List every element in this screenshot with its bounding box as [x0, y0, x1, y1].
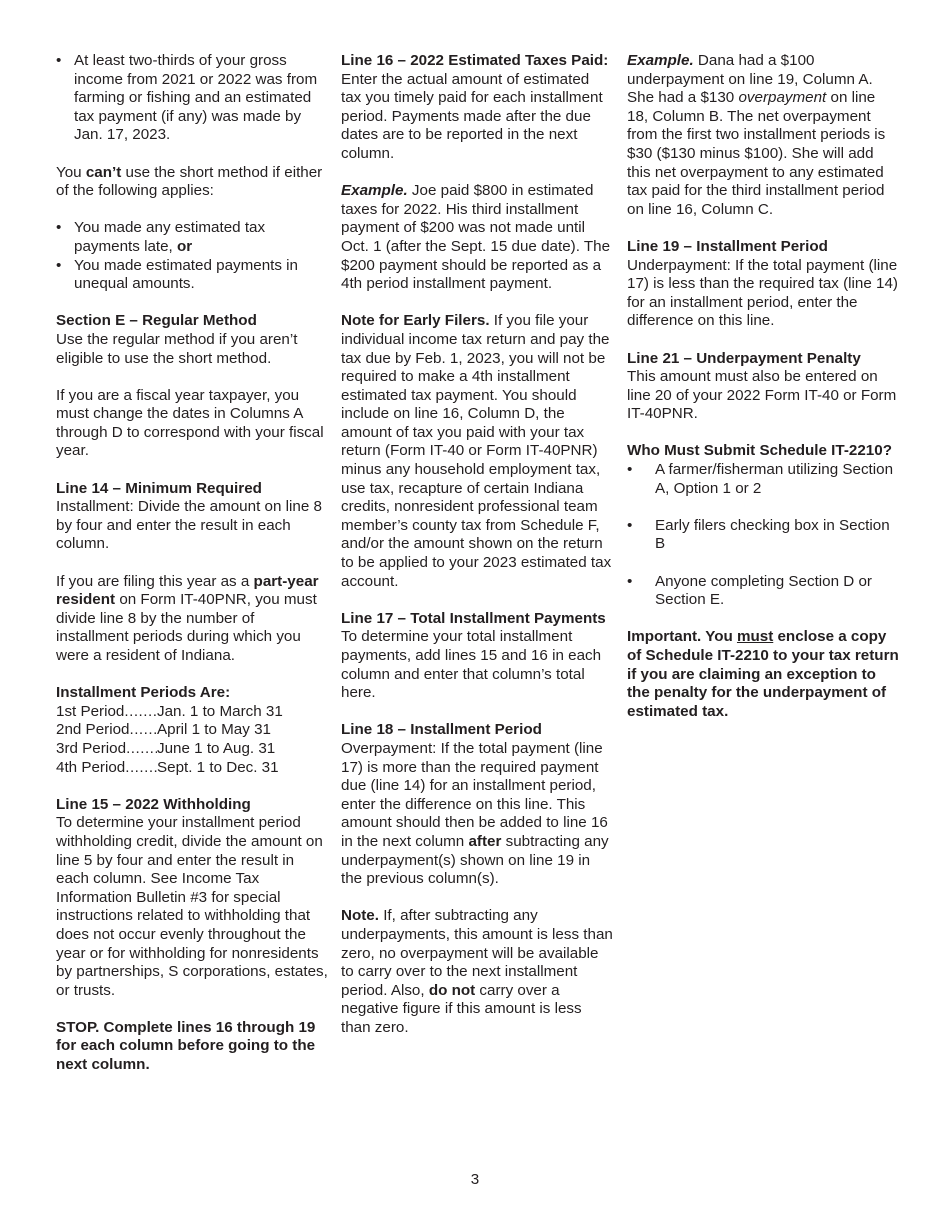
column-3 — [627, 52, 899, 740]
part-year-paragraph: If you are filing this year as a part-year resident on Form IT-40PNR, you must divide line 8 by the number of installment periods during which you were a resident of Indiana. — [56, 572, 319, 664]
page-number: 3 — [470, 1171, 480, 1188]
installment-periods — [56, 684, 328, 777]
important-notice: Important. You must enclose a copy of Schedule IT-2210 to your tax return if you are claiming an exception to the penalty for the underpayment of estimated tax. — [627, 628, 899, 720]
line-15-heading: Line 15 – 2022 Withholding — [56, 795, 251, 813]
line-14 — [56, 480, 328, 554]
line-16: Line 16 – 2022 Estimated Taxes Paid: Enter the actual amount of estimated tax you timely paid for each installment period. Payments made after the due dates are to be reported in the next column. — [341, 52, 609, 162]
section-e — [56, 312, 328, 368]
line-21-heading: Line 21 – Underpayment Penalty — [627, 349, 861, 367]
farming-bullet: • At least two-thirds of your gross income from 2021 or 2022 was from farming or fishing and an estimated tax payment (if any) was made by Jan. 17, 2023. — [56, 52, 328, 145]
line-18-heading: Line 18 – Installment Period — [341, 721, 542, 739]
period-row: 2nd Period ..... April 1 to May 31 — [56, 721, 328, 740]
line-17 — [341, 610, 613, 703]
line-16-heading: Line 16 – 2022 Estimated Taxes Paid: — [341, 52, 609, 69]
joe-example: Example. Joe paid $800 in estimated taxes for 2022. His third installment payment of $200 was not made until Oct. 1 (after the Sept. 15 due date). The $200 payment should be reported as a 4th period installment payment. — [341, 182, 611, 293]
period-row: 3rd Period ..... June 1 to Aug. 31 — [56, 740, 328, 759]
period-row: 4th Period ..... Sept. 1 to Dec. 31 — [56, 759, 328, 778]
line-15 — [56, 796, 328, 1001]
installment-periods-heading: Installment Periods Are: — [56, 684, 231, 702]
line-14-heading: Line 14 – Minimum Required — [56, 479, 262, 497]
stop-notice: STOP. Complete lines 16 through 19 for each column before going to the next column. — [56, 1018, 316, 1074]
list-item: • Early filers checking box in Section B — [627, 517, 899, 554]
negative-note: Note. If, after subtracting any underpayments, this amount is less than zero, no overpayment will be available to carry over to the next installment period. Also, do not carry over a negative figure if this amount is less than zero. — [341, 907, 613, 1036]
who-must-submit-heading: Who Must Submit Schedule IT-2210? — [627, 442, 892, 460]
example-label: Example. — [627, 52, 694, 69]
example-label: Example. — [341, 182, 408, 200]
cant-use-conditions — [56, 219, 328, 293]
early-filers-note: Note for Early Filers. If you file your individual income tax return and pay the tax due by Feb. 1, 2023, you will not be required to make a 4th installment estimated tax payment. You should include on line 16, Column D, the amount of tax you paid with your tax return (Form IT-40 or Form IT-40PNR) minus any household employment tax, use tax, recapture of certain Indiana credits, nonresident professional team member’s county tax from Schedule F, and/or the amount shown on the return to be applied to your 2023 estimated tax account. — [341, 312, 612, 590]
section-e-text: Use the regular method if you aren’t eligible to use the short method. — [56, 330, 298, 367]
line-17-text: To determine your total installment payments, add lines 15 and 16 in each column and enter that column’s total here. — [341, 628, 602, 702]
who-must-submit-list — [627, 461, 899, 610]
line-19-heading: Line 19 – Installment Period — [627, 237, 828, 255]
line-19 — [627, 238, 899, 331]
line-15-text: To determine your installment period withholding credit, divide the amount on line 5 by four and enter the result in each column. See Income Tax Information Bulletin #3 for special instructions related to withholding that does not occur evenly throughout the year or for withholding for nonresidents by partnerships, S corporations, estates, or trusts. — [56, 814, 328, 999]
line-19-text: Underpayment: If the total payment (line 17) is less than the required tax (line 14) for an installment period, enter the difference on this line. — [627, 256, 898, 330]
early-filers-label: Note for Early Filers. — [341, 312, 490, 330]
note-label: Note. — [341, 907, 379, 925]
column-1 — [56, 52, 328, 1093]
farming-bullet-list — [56, 52, 328, 145]
column-2 — [341, 52, 613, 1056]
line-21-text: This amount must also be entered on line 20 of your 2022 Form IT-40 or Form IT-40PNR. — [627, 368, 897, 423]
line-14-text: Installment: Divide the amount on line 8 by four and enter the result in each column. — [56, 498, 322, 553]
who-must-submit — [627, 442, 899, 609]
list-item: • A farmer/fisherman utilizing Section A, Option 1 or 2 — [627, 461, 899, 498]
section-e-heading: Section E – Regular Method — [56, 312, 257, 330]
line-21 — [627, 350, 899, 424]
line-18: Line 18 – Installment Period Overpayment: If the total payment (line 17) is more than the required payment due (line 14) for an installment period, enter the difference on this line. This amount should then be added to line 16 in the next column after subtracting any underpayment(s) shown on line 19 in the previous column(s). — [341, 721, 613, 888]
list-item: • Anyone completing Section D or Section E. — [627, 573, 899, 610]
late-payments-bullet: • You made any estimated tax payments late, or — [56, 219, 328, 256]
fiscal-year-paragraph: If you are a fiscal year taxpayer, you must change the dates in Columns A through D to correspond with your fiscal year. — [56, 386, 324, 460]
line-17-heading: Line 17 – Total Installment Payments — [341, 609, 606, 627]
period-row: 1st Period ..... Jan. 1 to March 31 — [56, 703, 328, 722]
unequal-payments-bullet: • You made estimated payments in unequal amounts. — [56, 257, 328, 294]
cant-use-intro: You can’t use the short method if either of the following applies: — [56, 163, 323, 200]
dana-example: Example. Dana had a $100 underpayment on line 19, Column A. She had a $130 overpayment on line 18, Column B. The net overpayment from the first two installment periods is $30 ($130 minus $100). She will add this net overpayment to any estimated tax paid for the third installment period on line 16, Column C. — [627, 52, 886, 218]
